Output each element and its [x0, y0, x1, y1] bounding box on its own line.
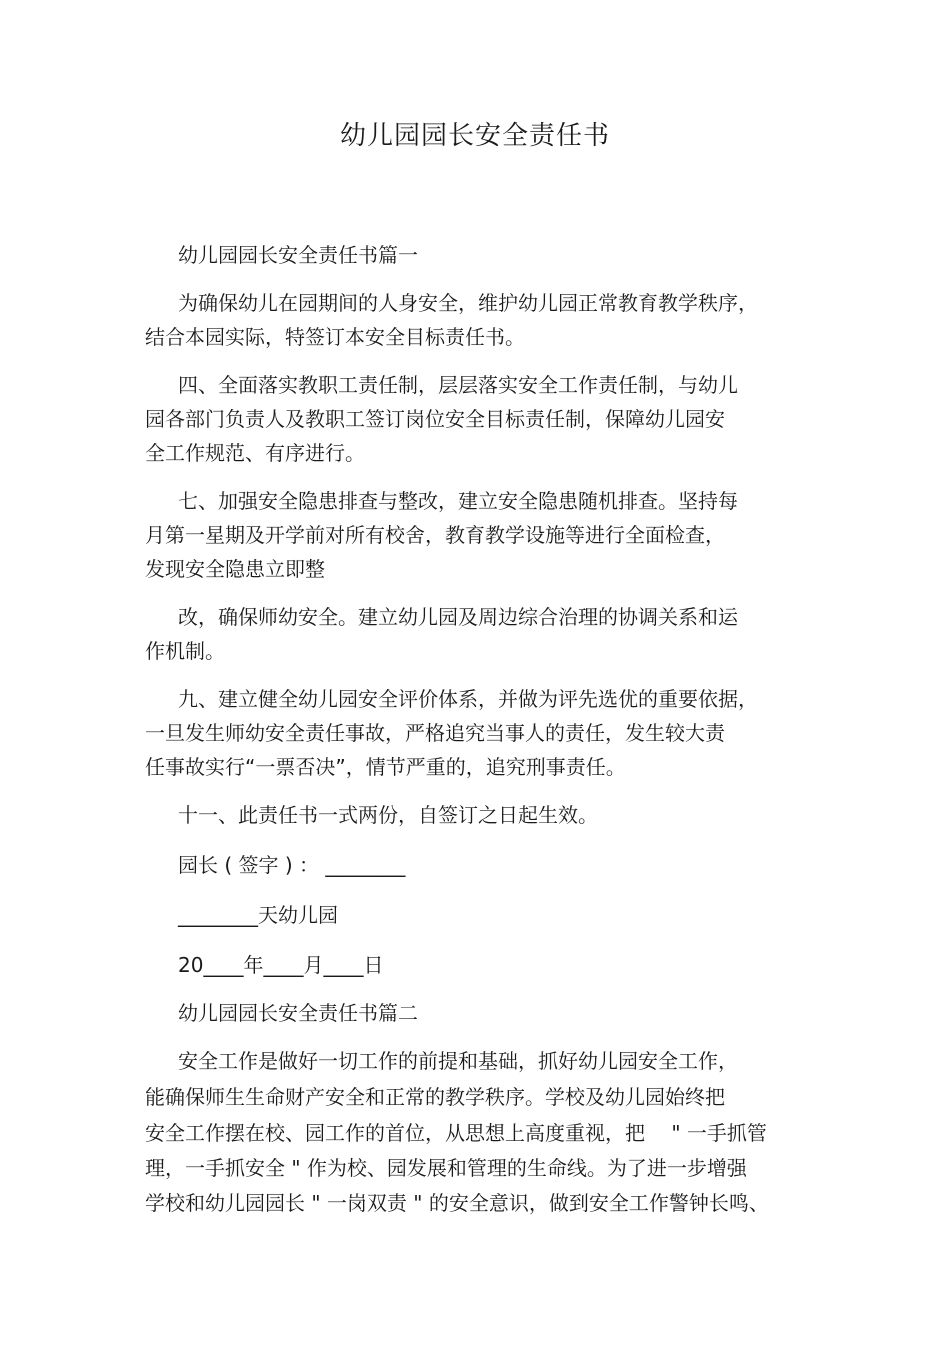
paragraph-line: 九、建立健全幼儿园安全评价体系，并做为评先选优的重要依据， [178, 687, 758, 711]
paragraph-line: 安全工作摆在校、园工作的首位，从思想上高度重视，把 " 一手抓管 [145, 1121, 767, 1145]
paragraph-line: 月第一星期及开学前对所有校舍，教育教学设施等进行全面检查， [145, 523, 725, 547]
date-line: 20____年____月____日 [178, 953, 384, 977]
paragraph-line: 结合本园实际，特签订本安全目标责任书。 [145, 325, 525, 349]
paragraph-line: 园各部门负责人及教职工签订岗位安全目标责任制，保障幼儿园安 [145, 407, 725, 431]
signature-line: 园长 ( 签字 ) ： ________ [178, 853, 406, 877]
paragraph-line: 改，确保师幼安全。建立幼儿园及周边综合治理的协调关系和运 [178, 605, 738, 629]
paragraph-line: 十一、此责任书一式两份，自签订之日起生效。 [178, 803, 598, 827]
kindergarten-name-line: ________天幼儿园 [178, 903, 338, 927]
paragraph-line: 七、加强安全隐患排查与整改，建立安全隐患随机排查。坚持每 [178, 489, 738, 513]
paragraph-line: 学校和幼儿园园长 " 一岗双责 " 的安全意识，做到安全工作警钟长鸣、 [145, 1191, 769, 1215]
paragraph-line: 为确保幼儿在园期间的人身安全，维护幼儿园正常教育教学秩序， [178, 291, 758, 315]
section-heading-1: 幼儿园园长安全责任书篇一 [178, 243, 418, 267]
paragraph-line: 一旦发生师幼安全责任事故，严格追究当事人的责任，发生较大责 [145, 721, 725, 745]
paragraph-line: 安全工作是做好一切工作的前提和基础，抓好幼儿园安全工作， [178, 1049, 738, 1073]
paragraph-line: 发现安全隐患立即整 [145, 557, 325, 581]
paragraph-line: 任事故实行“一票否决”，情节严重的，追究刑事责任。 [145, 755, 626, 779]
paragraph-line: 全工作规范、有序进行。 [145, 441, 365, 465]
section-heading-2: 幼儿园园长安全责任书篇二 [178, 1001, 418, 1025]
paragraph-line: 作机制。 [145, 639, 225, 663]
document-title: 幼儿园园长安全责任书 [339, 121, 610, 151]
paragraph-line: 能确保师生生命财产安全和正常的教学秩序。学校及幼儿园始终把 [145, 1085, 725, 1109]
paragraph-line: 四、全面落实教职工责任制，层层落实安全工作责任制，与幼儿 [178, 373, 738, 397]
paragraph-line: 理，一手抓安全 " 作为校、园发展和管理的生命线。为了进一步增强 [145, 1156, 747, 1180]
